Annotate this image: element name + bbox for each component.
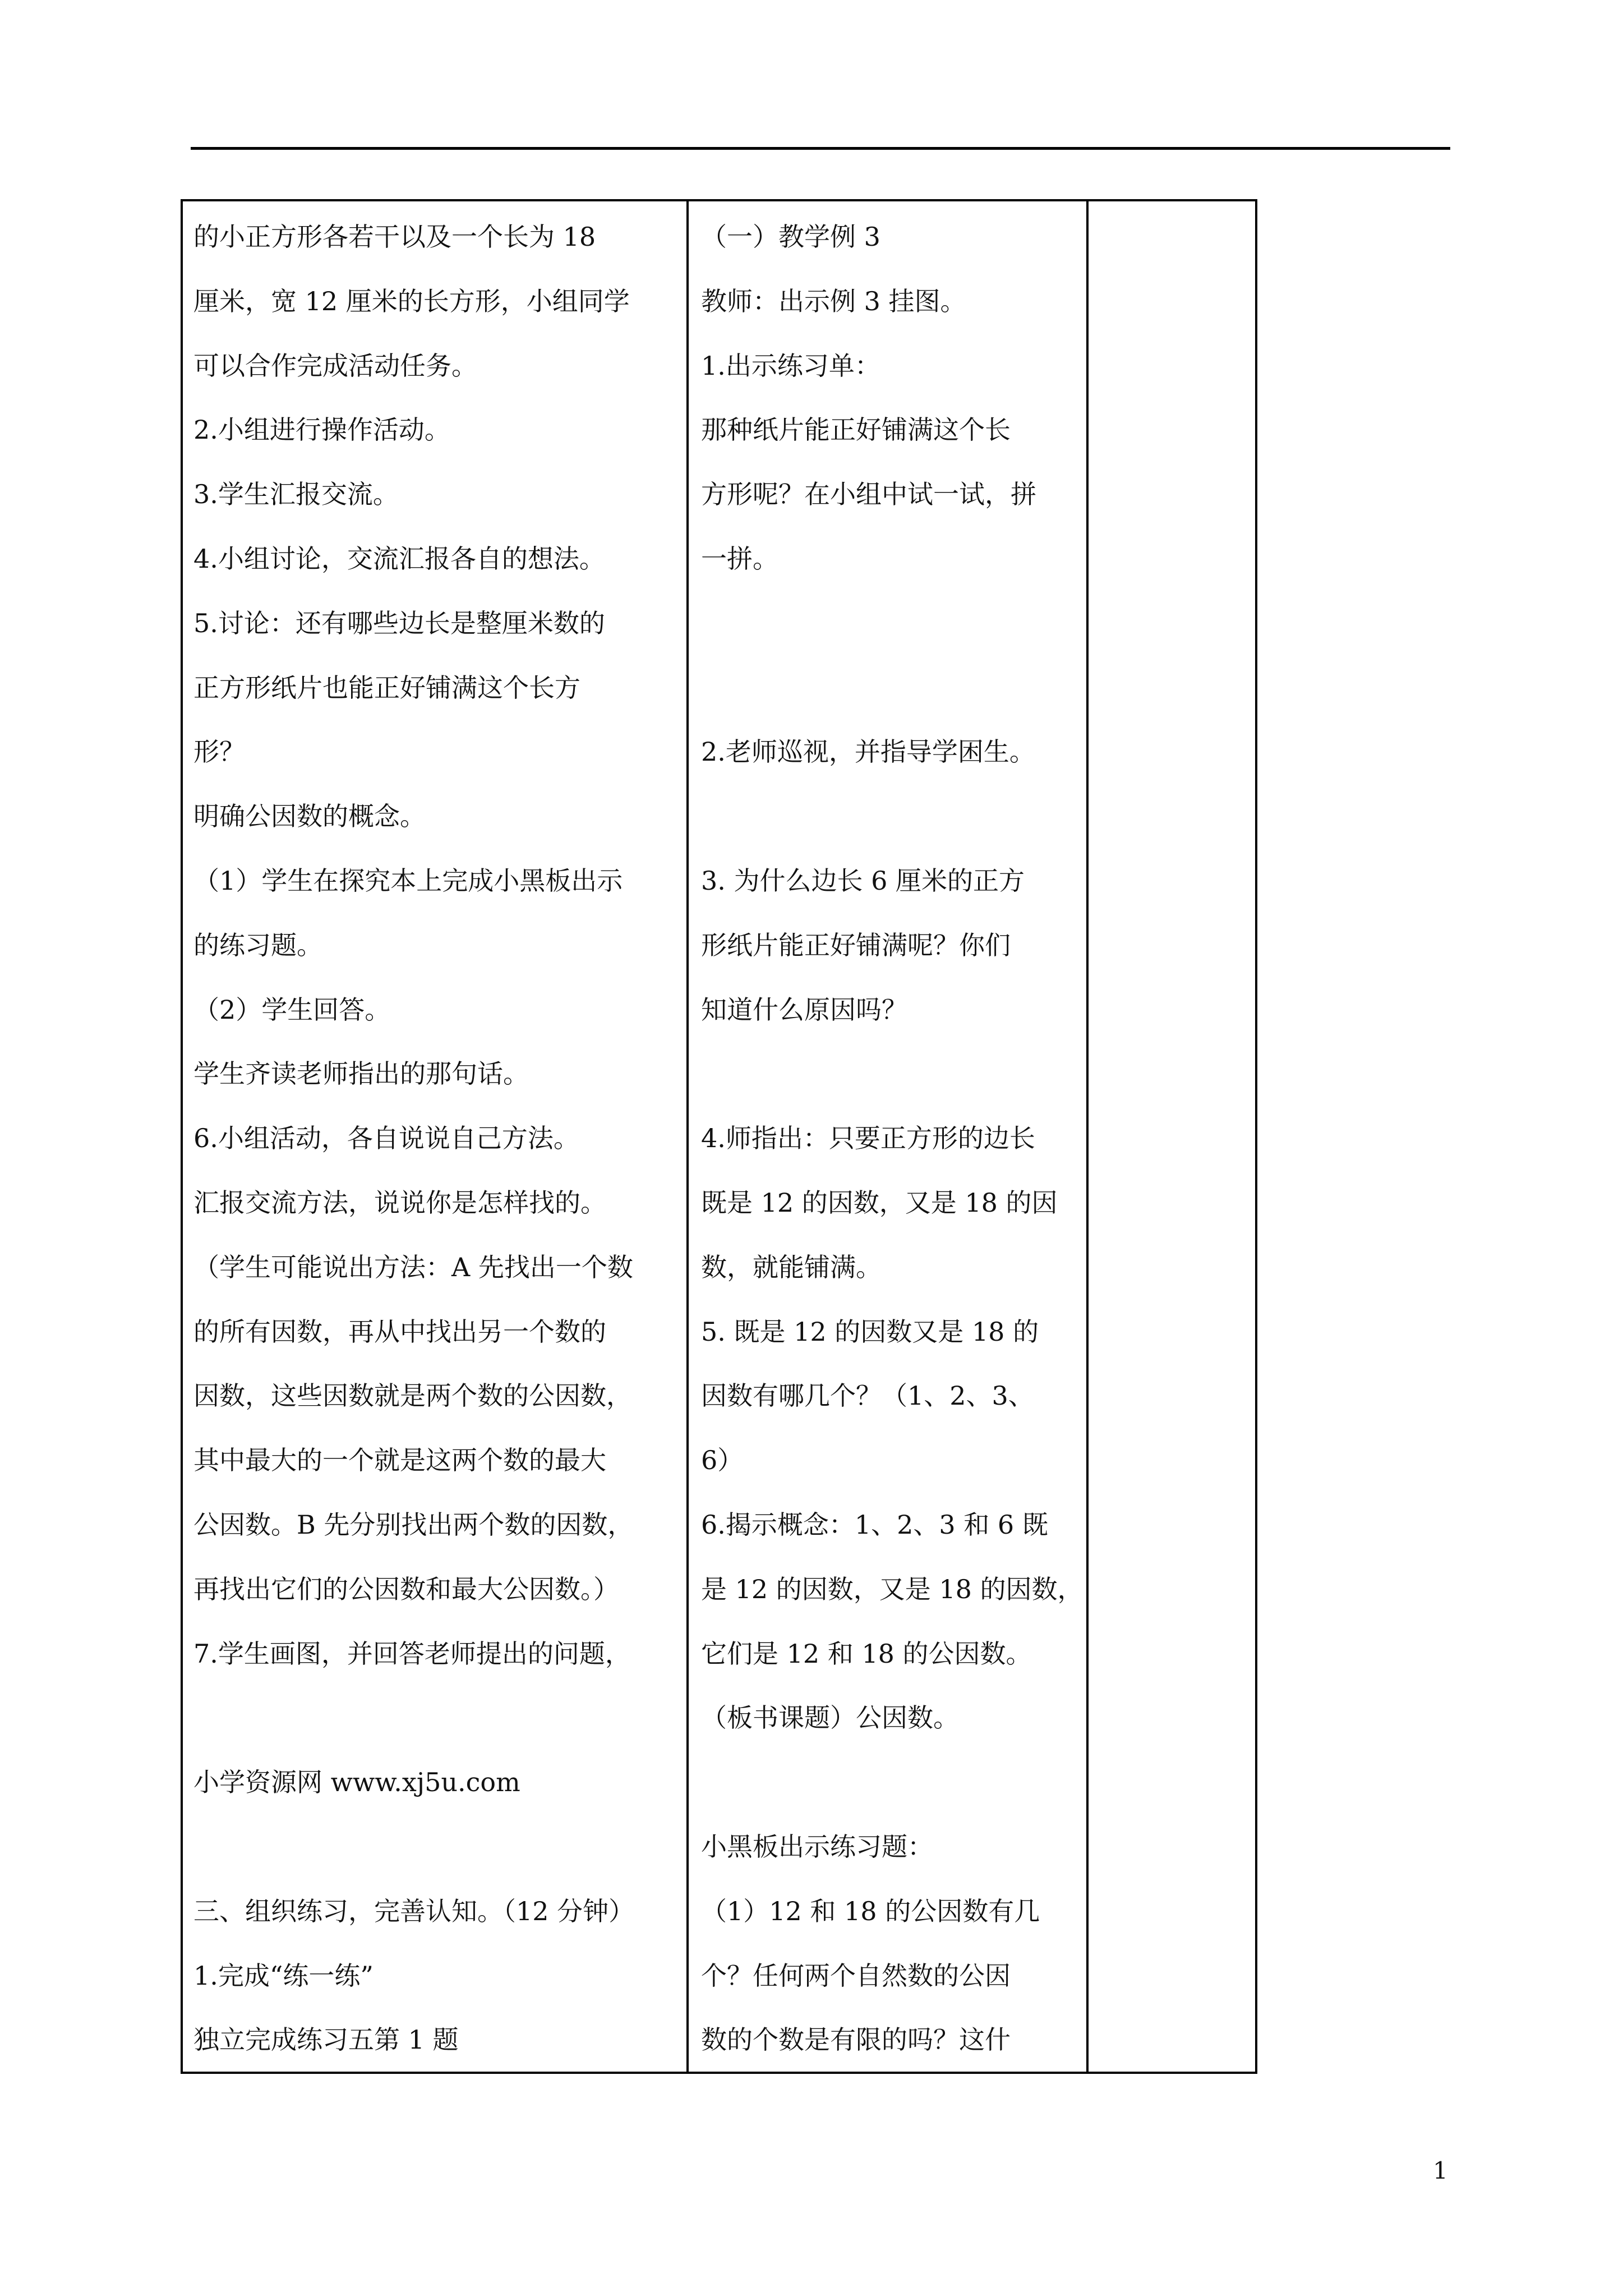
text-line: 那种纸片能正好铺满这个长	[701, 415, 1011, 445]
text-line: 个？任何两个自然数的公因	[701, 1960, 1011, 1991]
text-line: 它们是 12 和 18 的公因数。	[701, 1638, 1032, 1669]
text-line: 数的个数是有限的吗？这什	[701, 2024, 1011, 2055]
text-line: 6.揭示概念：1、2、3 和 6 既	[701, 1509, 1048, 1540]
text-line: 汇报交流方法，说说你是怎样找的。	[193, 1187, 606, 1218]
text-line: （2）学生回答。	[193, 994, 391, 1025]
text-line: 的所有因数，再从中找出另一个数的	[193, 1316, 606, 1347]
text-line: 独立完成练习五第 1 题	[193, 2024, 459, 2055]
text-line: 形纸片能正好铺满呢？你们	[701, 930, 1011, 960]
text-line	[701, 1750, 1083, 1815]
text-line: 教师：出示例 3 挂图。	[701, 286, 966, 316]
student-activity-column	[193, 205, 676, 2072]
teacher-activity-column	[701, 205, 1083, 2072]
text-line: 3.学生汇报交流。	[193, 479, 399, 510]
text-line: 明确公因数的概念。	[193, 801, 426, 832]
text-line: 2.小组进行操作活动。	[193, 415, 450, 445]
header-rule	[191, 147, 1450, 150]
text-line: 厘米，宽 12 厘米的长方形，小组同学	[193, 286, 630, 316]
text-line	[193, 1686, 676, 1750]
text-line	[701, 656, 1083, 720]
text-line: 5. 既是 12 的因数又是 18 的	[701, 1316, 1039, 1347]
text-line: 可以合作完成活动任务。	[193, 350, 477, 381]
text-line: 因数有哪几个？（1、2、3、	[701, 1381, 1034, 1411]
text-line: 的练习题。	[193, 930, 322, 960]
text-line: 再找出它们的公因数和最大公因数。）	[193, 1573, 619, 1604]
text-line: 小学资源网 www.xj5u.com	[193, 1767, 520, 1798]
text-line: 学生齐读老师指出的那句话。	[193, 1059, 529, 1089]
text-line: 4.师指出：只要正方形的边长	[701, 1123, 1035, 1154]
text-line: （一）教学例 3	[701, 222, 880, 252]
text-line: 公因数。B 先分别找出两个数的因数，	[193, 1509, 634, 1540]
text-line: 因数，这些因数就是两个数的公因数，	[193, 1381, 632, 1411]
text-line	[193, 1815, 676, 1879]
text-line: 6）	[701, 1445, 744, 1476]
text-line: 3. 为什么边长 6 厘米的正方	[701, 865, 1025, 896]
text-line: 2.老师巡视，并指导学困生。	[701, 737, 1035, 767]
text-line: （板书课题）公因数。	[701, 1703, 959, 1733]
text-line	[701, 784, 1083, 849]
text-line: 正方形纸片也能正好铺满这个长方	[193, 672, 580, 703]
text-line: 三、组织练习，完善认知。（12 分钟）	[193, 1895, 635, 1926]
text-line: 7.学生画图，并回答老师提出的问题，	[193, 1638, 631, 1669]
text-line: 4.小组讨论，交流汇报各自的想法。	[193, 543, 605, 574]
text-line: 的小正方形各若干以及一个长为 18	[193, 222, 596, 252]
text-line: 6.小组活动，各自说说自己方法。	[193, 1123, 579, 1154]
text-line: 小黑板出示练习题：	[701, 1831, 933, 1862]
text-line: （学生可能说出方法：A 先找出一个数	[193, 1251, 633, 1282]
text-line	[701, 1042, 1083, 1106]
text-line: 1.完成“练一练”	[193, 1960, 374, 1991]
column-divider-1	[686, 199, 689, 2074]
text-line: （1）12 和 18 的公因数有几	[701, 1895, 1040, 1926]
text-line: 一拼。	[701, 543, 778, 574]
text-line: 知道什么原因吗？	[701, 994, 907, 1025]
text-line: 是 12 的因数，又是 18 的因数，	[701, 1573, 1083, 1604]
text-line: 1.出示练习单：	[701, 350, 880, 381]
column-divider-2	[1086, 199, 1089, 2074]
text-line	[701, 591, 1083, 656]
text-line: 5.讨论：还有哪些边长是整厘米数的	[193, 608, 605, 638]
text-line: 既是 12 的因数，又是 18 的因	[701, 1187, 1058, 1218]
text-line: 形？	[193, 737, 245, 767]
page-number: 1	[1433, 2157, 1448, 2184]
text-line: 其中最大的一个就是这两个数的最大	[193, 1445, 606, 1476]
text-line: 数，就能铺满。	[701, 1251, 882, 1282]
text-line: （1）学生在探究本上完成小黑板出示	[193, 865, 623, 896]
text-line: 方形呢？在小组中试一试，拼	[701, 479, 1036, 510]
